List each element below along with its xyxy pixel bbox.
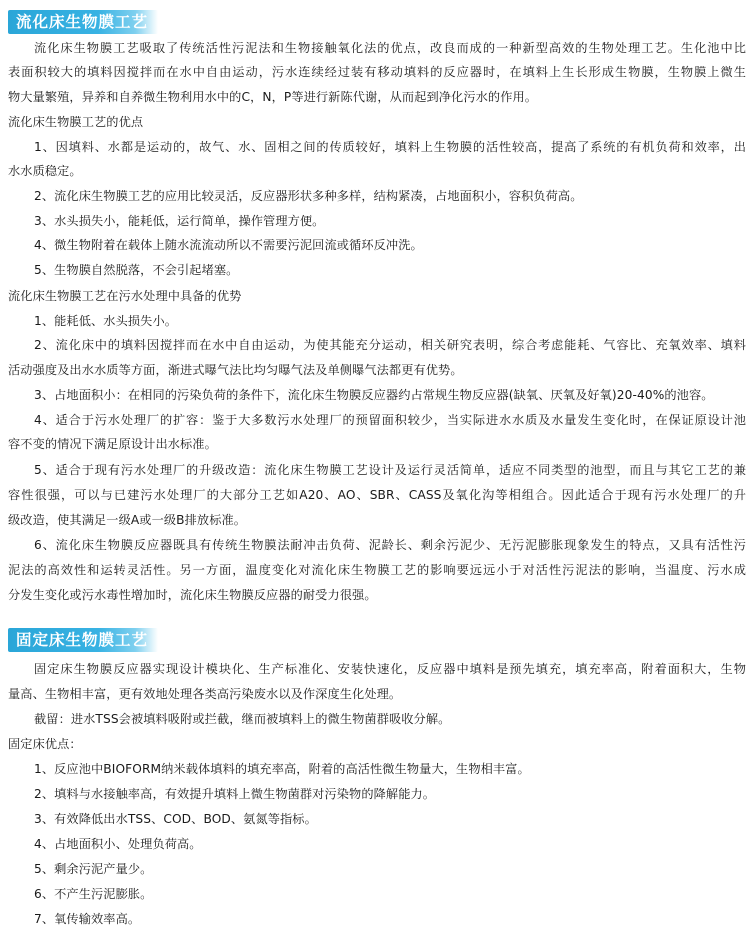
paragraph-line: 流化床生物膜工艺吸取了传统活性污泥法和生物接触氧化法的优点，改良而成的一种新型高效的生物处理工艺。生化池中比 <box>34 41 746 55</box>
list-item: 6、不产生污泥膨胀。 <box>34 887 153 901</box>
paragraph-line: 固定床生物膜反应器实现设计模块化、生产标准化、安装快速化，反应器中填料是预先填充，填充率高，附着面积大，生物 <box>34 662 746 676</box>
list-item: 3、占地面积小：在相同的污染负荷的条件下，流化床生物膜反应器约占常规生物反应器(缺氧、厌氧及好氧)20-40%的池容。 <box>34 388 714 402</box>
section-title: 固定床生物膜工艺 <box>8 628 158 652</box>
list-item: 4、微生物附着在载体上随水流流动所以不需要污泥回流或循环反冲洗。 <box>34 238 423 252</box>
list-item-cont: 分发生变化或污水毒性增加时，流化床生物膜反应器的耐受力很强。 <box>8 588 377 602</box>
paragraph-line: 截留：进水TSS会被填料吸附或拦截，继而被填料上的微生物菌群吸收分解。 <box>34 712 451 726</box>
list-item: 5、剩余污泥产量少。 <box>34 862 153 876</box>
paragraph-line: 量高、生物相丰富，更有效地处理各类高污染废水以及作深度生化处理。 <box>8 687 402 701</box>
list-item: 7、氧传输效率高。 <box>34 912 141 926</box>
list-item: 2、流化床生物膜工艺的应用比较灵活，反应器形状多种多样，结构紧凑，占地面积小，容积负荷高。 <box>34 189 583 203</box>
paragraph-line: 物大量繁殖，异养和自养微生物利用水中的C，N，P等进行新陈代谢，从而起到净化污水的作用。 <box>8 90 538 104</box>
list-item-cont: 活动强度及出水水质等方面，渐进式曝气法比均匀曝气法及单侧曝气法都更有优势。 <box>8 363 463 377</box>
list-item: 2、填料与水接触率高，有效提升填料上微生物菌群对污染物的降解能力。 <box>34 787 436 801</box>
subheading: 流化床生物膜工艺在污水处理中具备的优势 <box>8 289 242 303</box>
subheading: 流化床生物膜工艺的优点 <box>8 115 144 129</box>
list-item-cont: 级改造，使其满足一级A或一级B排放标准。 <box>8 513 247 527</box>
list-item: 3、有效降低出水TSS、COD、BOD、氨氮等指标。 <box>34 812 317 826</box>
list-item: 5、生物膜自然脱落，不会引起堵塞。 <box>34 263 239 277</box>
list-item: 5、适合于现有污水处理厂的升级改造：流化床生物膜工艺设计及运行灵活简单，适应不同类型的池型，而且与其它工艺的兼 <box>34 463 746 477</box>
list-item: 1、能耗低、水头损失小。 <box>34 314 178 328</box>
list-item-cont: 容不变的情况下满足原设计出水标准。 <box>8 437 217 451</box>
list-item-cont: 容性很强，可以与已建污水处理厂的大部分工艺如A20、AO、SBR、CASS及氧化沟等相组合。因此适合于现有污水处理厂的升 <box>8 488 746 502</box>
list-item: 1、因填料、水都是运动的，故气、水、固相之间的传质较好，填料上生物膜的活性较高，提高了系统的有机负荷和效率，出 <box>34 140 746 154</box>
section-title: 流化床生物膜工艺 <box>8 10 158 34</box>
list-item: 1、反应池中BIOFORM纳米载体填料的填充率高，附着的高活性微生物量大，生物相丰富。 <box>34 762 530 776</box>
subheading: 固定床优点： <box>8 737 82 751</box>
list-item: 6、流化床生物膜反应器既具有传统生物膜法耐冲击负荷、泥龄长、剩余污泥少、无污泥膨胀现象发生的特点，又具有活性污 <box>34 538 746 552</box>
list-item: 3、水头损失小，能耗低，运行简单，操作管理方便。 <box>34 214 325 228</box>
list-item: 4、适合于污水处理厂的扩容：鉴于大多数污水处理厂的预留面积较少，当实际进水水质及水量发生变化时，在保证原设计池 <box>34 413 746 427</box>
paragraph-line: 表面积较大的填料因搅拌而在水中自由运动，污水连续经过装有移动填料的反应器时，在填料上生长形成生物膜，生物膜上微生 <box>8 65 746 79</box>
list-item: 2、流化床中的填料因搅拌而在水中自由运动，为使其能充分运动，相关研究表明，综合考虑能耗、气容比、充氧效率、填料 <box>34 338 746 352</box>
list-item: 4、占地面积小、处理负荷高。 <box>34 837 202 851</box>
list-item-cont: 水水质稳定。 <box>8 164 82 178</box>
list-item-cont: 泥法的高效性和运转灵活性。另一方面，温度变化对流化床生物膜工艺的影响要远远小于对活性污泥法的影响，当温度、污水成 <box>8 563 746 577</box>
